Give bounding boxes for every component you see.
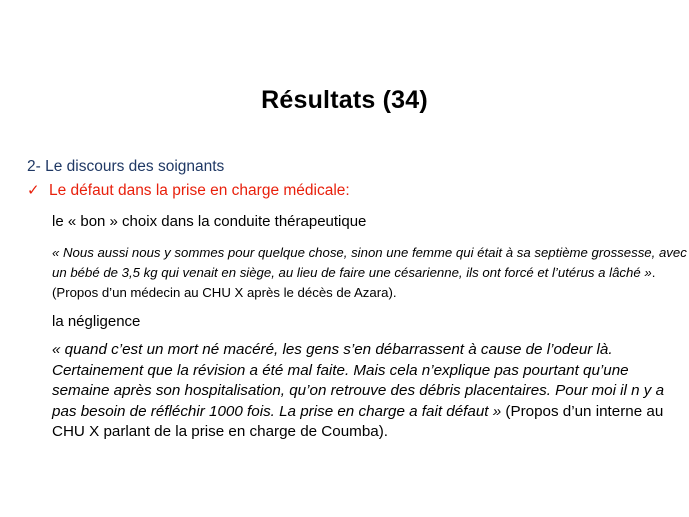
quote-text: « quand c’est un mort né macéré, les gens s’en débarrassent à cause de l’odeur là. Certainement que la révision a été mal faite. Mais cela n’explique pas pourtant qu’une semaine après son hospitalisation, qu’on retrouve des débris placentaires. Pour moi il n y a pas besoin de réfléchir 1000 fois. La prise en charge a fait défaut » [52,341,665,420]
quote-doctor [52,243,687,302]
section-heading: 2- Le discours des soignants [27,158,225,175]
quote-attribution: . (Propos d’un médecin au CHU X après le décès de Azara). [52,264,656,300]
quote-attribution: (Propos d’un interne au CHU X parlant de la prise en charge de Coumba). [52,402,664,440]
bullet-item [27,181,350,200]
bullet-text: Le défaut dans la prise en charge médicale: [49,182,350,199]
quote-intern [52,340,687,443]
slide-title: Résultats (34) [261,86,428,114]
item-label-choice: le « bon » choix dans la conduite thérapeutique [52,213,367,230]
check-icon: ✓ [27,182,40,199]
quote-text: « Nous aussi nous y sommes pour quelque chose, sinon une femme qui était à sa septième grossesse, avec un bébé de 3,5 kg qui venait en siège, au lieu de faire une césarienne, ils ont forcé et l’utérus a lâché » [52,245,687,280]
item-label-negligence: la négligence [52,313,141,330]
